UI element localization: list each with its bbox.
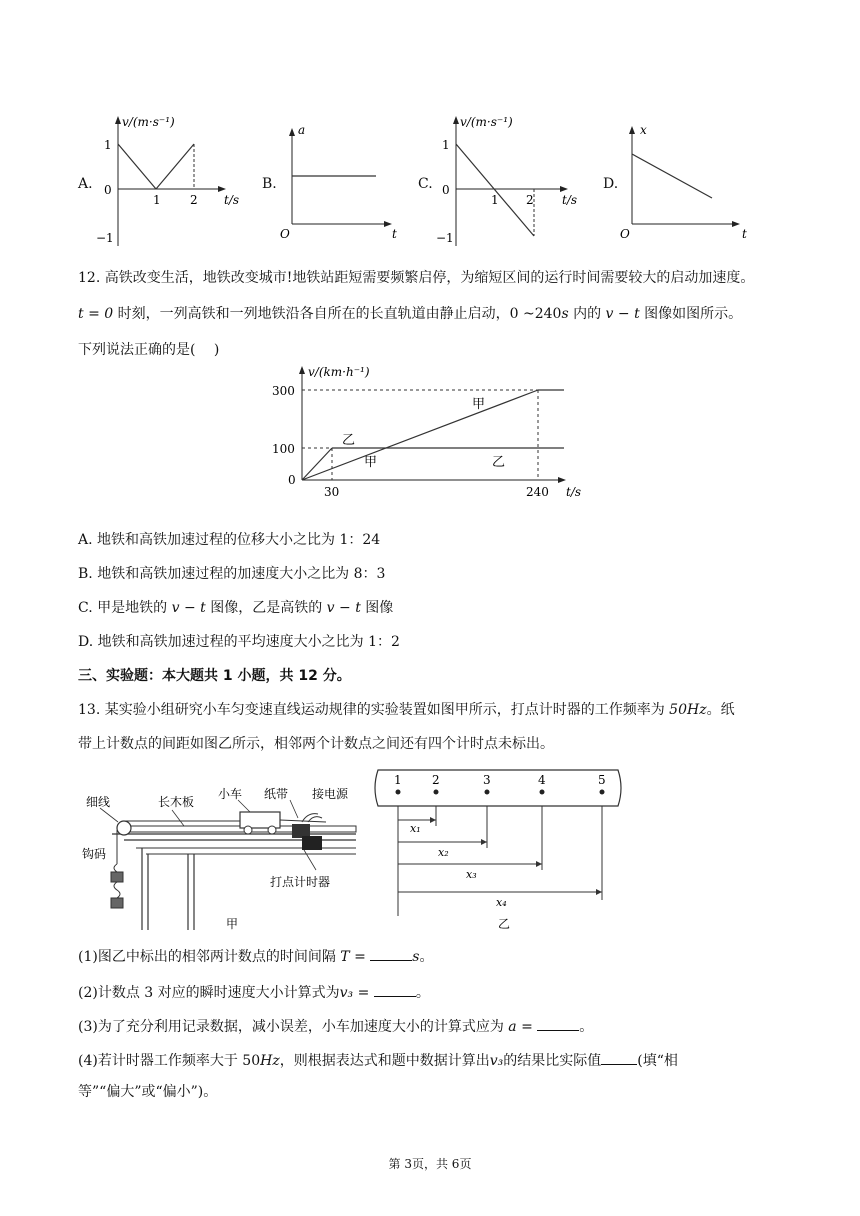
q12-option-d: D. 地铁和高铁加速过程的平均速度大小之比为 1：2 xyxy=(78,634,400,650)
label-power: 接电源 xyxy=(312,787,349,801)
chart-xtick-240: 240 xyxy=(526,485,549,499)
label-tape: 纸带 xyxy=(264,787,289,801)
series-yi-line xyxy=(302,448,332,480)
option-d-xlabel: t xyxy=(742,227,747,241)
caption-jia: 甲 xyxy=(226,917,239,931)
option-b-xlabel: t xyxy=(392,227,397,241)
option-a-ylabel: v/(m·s⁻¹) xyxy=(122,115,175,129)
q13-sub4: (4)若计时器工作频率大于 50Hz，则根据表达式和题中数据计算出v₃的结果比实际值 (填“相 xyxy=(78,1050,678,1071)
point-label-2: 2 xyxy=(432,773,440,787)
option-c-letter: C. xyxy=(418,176,433,192)
option-a-ytick: 0 xyxy=(104,183,112,197)
section-title: 三、实验题：本大题共 1 小题，共 12 分。 xyxy=(78,668,351,684)
q12-line3: 下列说法正确的是( ) xyxy=(78,342,220,358)
label-string: 细线 xyxy=(86,795,111,809)
chart-ylabel: v/(km·h⁻¹) xyxy=(308,365,370,379)
q12-option-b: B. 地铁和高铁加速过程的加速度大小之比为 8：3 xyxy=(78,566,386,582)
option-a-graph xyxy=(96,112,246,252)
option-a-xtick: 1 xyxy=(153,193,161,207)
point-label-4: 4 xyxy=(538,773,546,787)
distance-x3: x₃ xyxy=(466,868,477,881)
q13-sub3: (3)为了充分利用记录数据，减小误差，小车加速度大小的计算式应为 a = 。 xyxy=(78,1016,593,1037)
chart-label-jia-bottom: 甲 xyxy=(364,455,378,470)
q13-sub2: (2)计数点 3 对应的瞬时速度大小计算式为v₃ = 。 xyxy=(78,982,430,1003)
option-a-letter: A. xyxy=(78,176,93,192)
option-c-ytick: −1 xyxy=(436,231,454,245)
option-c-xlabel: t/s xyxy=(562,193,578,207)
chart-ytick-300: 300 xyxy=(272,384,295,398)
q13-sub4-line2: 等”“偏大”或“偏小”)。 xyxy=(78,1084,218,1100)
apparatus-figure xyxy=(80,770,370,940)
chart-ytick-0: 0 xyxy=(288,473,296,487)
answer-blank-2[interactable] xyxy=(374,982,416,997)
option-c-ytick: 0 xyxy=(442,183,450,197)
distance-x4: x₄ xyxy=(496,896,507,909)
option-c-ytick: 1 xyxy=(442,138,450,152)
point-label-1: 1 xyxy=(394,773,402,787)
label-weight: 钩码 xyxy=(82,847,107,861)
label-board: 长木板 xyxy=(158,795,195,809)
option-b-ylabel: a xyxy=(298,123,306,137)
option-c-ylabel: v/(m·s⁻¹) xyxy=(460,115,513,129)
option-a-xtick: 2 xyxy=(190,193,198,207)
tape-figure xyxy=(370,766,630,936)
page-footer: 第 3页，共 6页 xyxy=(388,1157,472,1171)
option-a-xlabel: t/s xyxy=(224,193,240,207)
option-d-ylabel: x xyxy=(640,123,647,137)
chart-label-yi-top: 乙 xyxy=(342,433,356,448)
q12-option-a: A. 地铁和高铁加速过程的位移大小之比为 1：24 xyxy=(78,532,381,548)
option-b-letter: B. xyxy=(262,176,277,192)
q13-sub1: (1)图乙中标出的相邻两计数点的时间间隔 T = s。 xyxy=(78,946,433,967)
label-timer: 打点计时器 xyxy=(270,875,331,889)
option-d-letter: D. xyxy=(603,176,619,192)
chart-label-yi-right: 乙 xyxy=(492,455,506,470)
q13-line2: 带上计数点的间距如图乙所示，相邻两个计数点之间还有四个计时点未标出。 xyxy=(78,736,554,752)
chart-xtick-30: 30 xyxy=(324,485,340,499)
option-a-ytick: −1 xyxy=(96,231,114,245)
option-b-graph xyxy=(276,118,406,244)
chart-xlabel: t/s xyxy=(566,485,582,499)
q12-line2: t = 0 时刻，一列高铁和一列地铁沿各自所在的长直轨道由静止启动，0 ~240s 内的 v − t 图像如图所示。 xyxy=(78,306,743,322)
distance-x2: x₂ xyxy=(438,846,449,859)
chart-ytick-100: 100 xyxy=(272,442,295,456)
answer-blank-4[interactable] xyxy=(601,1050,637,1065)
point-label-5: 5 xyxy=(598,773,606,787)
caption-yi: 乙 xyxy=(498,917,511,931)
option-c-xtick: 2 xyxy=(526,193,534,207)
option-b-origin: O xyxy=(280,227,290,241)
option-d-origin: O xyxy=(620,227,630,241)
option-c-xtick: 1 xyxy=(491,193,499,207)
q12-option-c: C. 甲是地铁的 v − t 图像，乙是高铁的 v − t 图像 xyxy=(78,600,394,616)
option-d-graph xyxy=(618,118,758,244)
answer-blank-3[interactable] xyxy=(537,1016,579,1031)
q12-line1: 12. 高铁改变生活，地铁改变城市!地铁站距短需要频繁启停，为缩短区间的运行时间需要较大的启动加速度。 xyxy=(78,270,755,286)
q13-line1: 13. 某实验小组研究小车匀变速直线运动规律的实验装置如图甲所示，打点计时器的工作频率为 50Hz。纸 xyxy=(78,702,735,718)
option-a-ytick: 1 xyxy=(104,138,112,152)
point-label-3: 3 xyxy=(483,773,491,787)
label-cart: 小车 xyxy=(218,787,243,801)
q12-vt-chart xyxy=(266,362,596,502)
answer-blank-1[interactable] xyxy=(370,946,412,961)
chart-label-jia-top: 甲 xyxy=(472,397,486,412)
distance-x1: x₁ xyxy=(410,822,421,835)
option-c-graph xyxy=(434,112,594,252)
